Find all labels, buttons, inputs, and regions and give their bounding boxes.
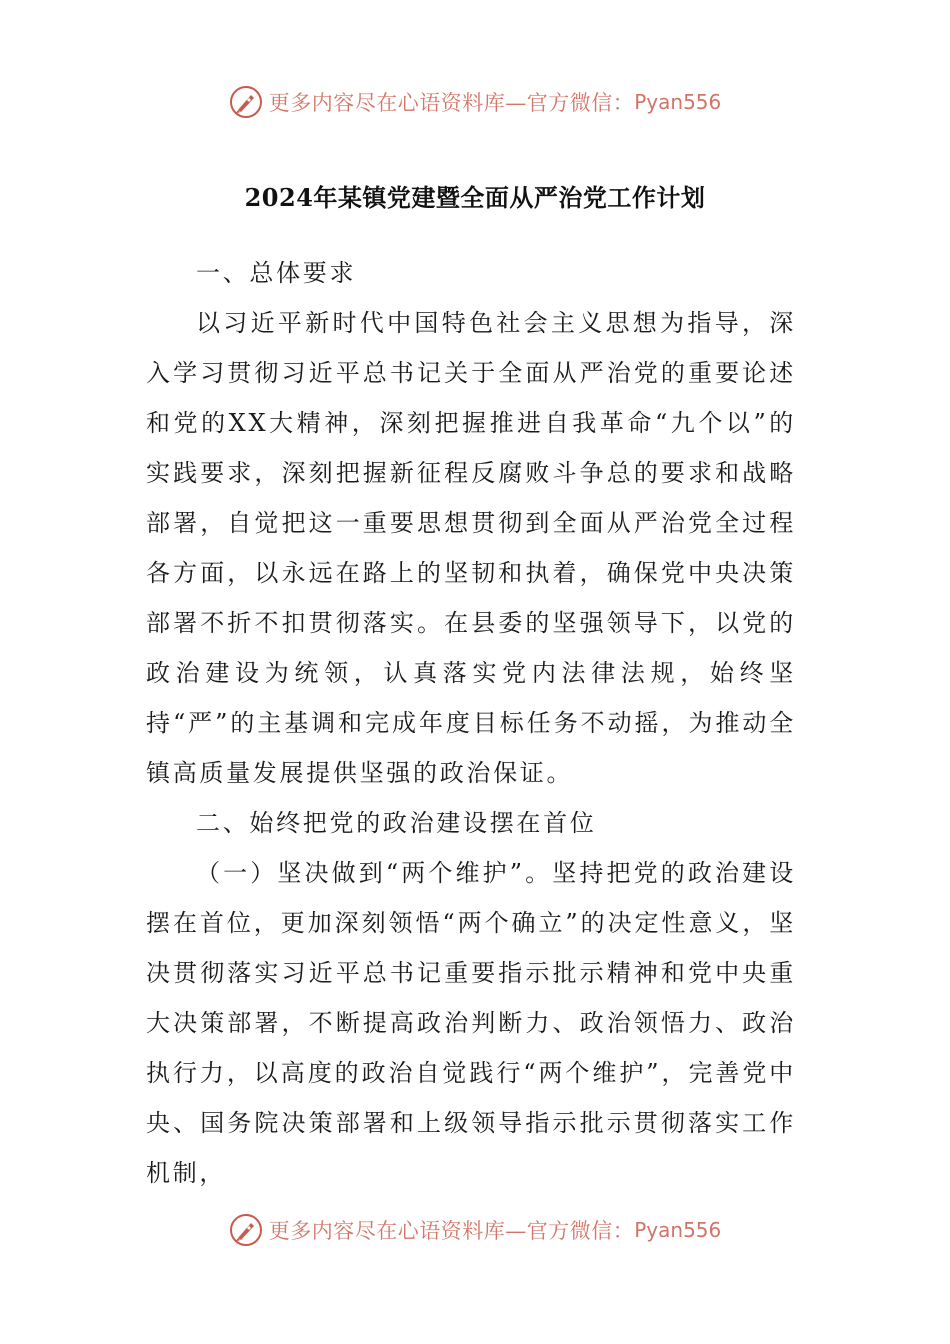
watermark-text: 更多内容尽在心语资料库—官方微信：	[268, 91, 635, 115]
body-paragraph: （一）坚决做到“两个维护”。坚持把党的政治建设摆在首位，更加深刻领悟“两个确立”的决定性意义，坚决贯彻落实习近平总书记重要指示批示精神和党中央重大决策部署，不断提高政治判断力、政治领悟力、政治执行力，以高度的政治自觉践行“两个维护”，完善党中央、国务院决策部署和上级领导指示批示贯彻落实工作机制，	[146, 859, 796, 1187]
section-heading: 二、始终把党的政治建设摆在首位	[196, 809, 597, 837]
section-heading: 一、总体要求	[196, 259, 357, 287]
pen-nib-logo-icon	[229, 1213, 263, 1247]
document-body	[146, 248, 796, 1198]
watermark-text: 更多内容尽在心语资料库—官方微信：	[268, 1219, 635, 1243]
document-title: 2024年某镇党建暨全面从严治党工作计划	[244, 183, 706, 212]
watermark-banner-top	[0, 82, 950, 122]
watermark-wechat-id: Pyan556	[634, 90, 722, 114]
watermark-wechat-id: Pyan556	[634, 1218, 722, 1242]
body-paragraph: 以习近平新时代中国特色社会主义思想为指导，深入学习贯彻习近平总书记关于全面从严治党的重要论述和党的XX大精神，深刻把握推进自我革命“九个以”的实践要求，深刻把握新征程反腐败斗争总的要求和战略部署，自觉把这一重要思想贯彻到全面从严治党全过程各方面，以永远在路上的坚韧和执着，确保党中央决策部署不折不扣贯彻落实。在县委的坚强领导下，以党的政治建设为统领，认真落实党内法律法规，始终坚持“严”的主基调和完成年度目标任务不动摇，为推动全镇高质量发展提供坚强的政治保证。	[146, 309, 796, 787]
watermark-banner-bottom	[0, 1210, 950, 1250]
pen-nib-logo-icon	[229, 85, 263, 119]
